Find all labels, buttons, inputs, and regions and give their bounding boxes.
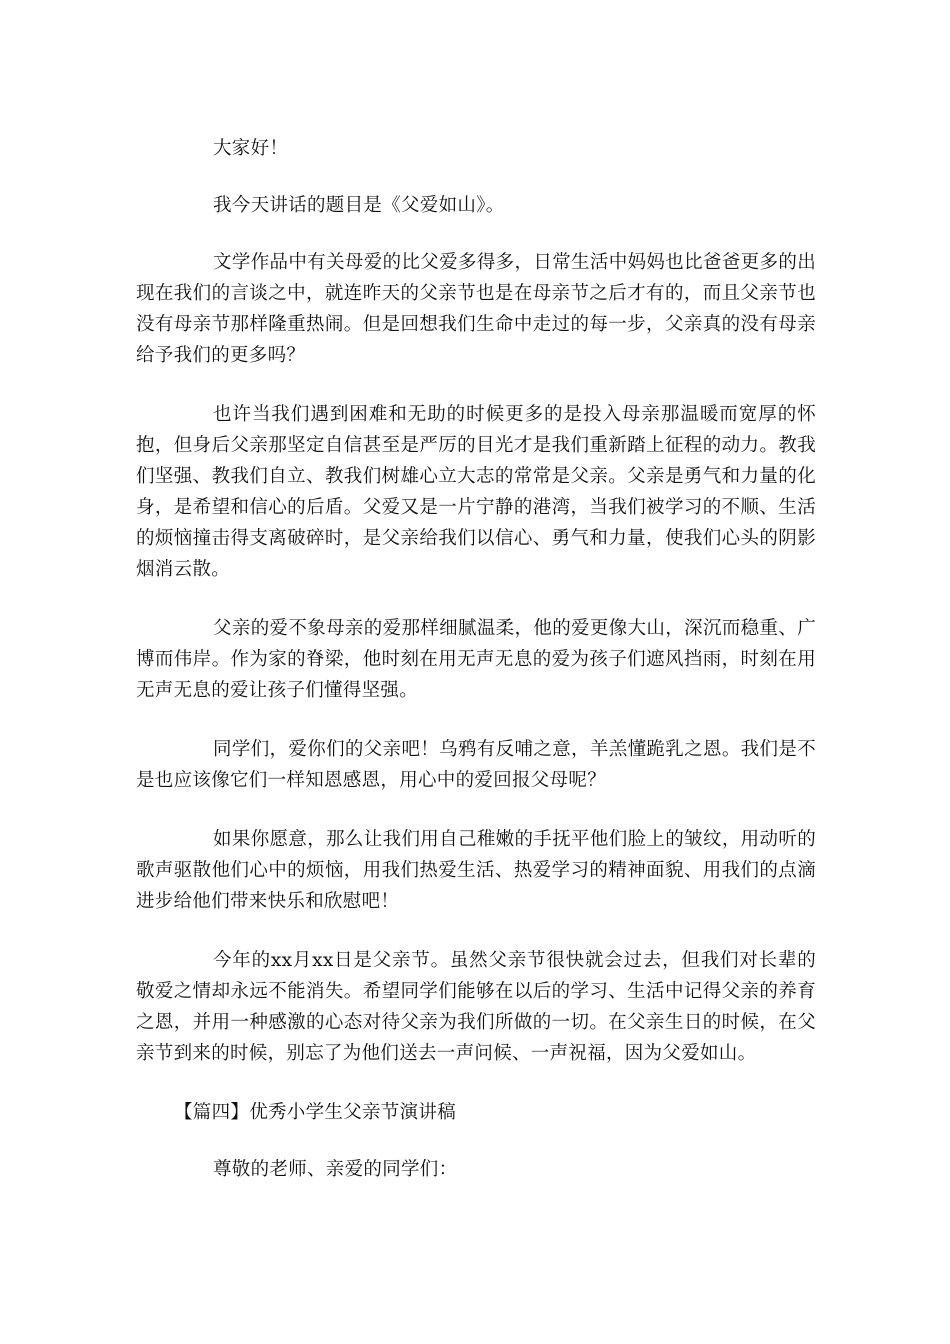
document-body xyxy=(136,133,816,1211)
topic-paragraph: 我今天讲话的题目是《父爱如山》。 xyxy=(213,195,505,216)
greeting-paragraph: 大家好！ xyxy=(213,138,289,159)
section-heading: 【篇四】优秀小学生父亲节演讲稿 xyxy=(174,1102,457,1123)
body-paragraph-1: 文学作品中有关母爱的比父爱多得多，日常生活中妈妈也比爸爸更多的出现在我们的言谈之中，就连昨天的父亲节也是在母亲节之后才有的，而且父亲节也没有母亲节那样隆重热闹。但是回想我们生命中走过的每一步，父亲真的没有母亲给予我们的更多吗？ xyxy=(136,252,816,366)
body-paragraph-3: 父亲的爱不象母亲的爱那样细腻温柔，他的爱更像大山，深沉而稳重、广博而伟岸。作为家的脊梁，他时刻在用无声无息的爱为孩子们遮风挡雨，时刻在用无声无息的爱让孩子们懂得坚强。 xyxy=(136,618,816,701)
salutation-paragraph: 尊敬的老师、亲爱的同学们： xyxy=(213,1159,458,1180)
body-paragraph-5: 如果你愿意，那么让我们用自己稚嫩的手抚平他们脸上的皱纹，用动听的歌声驱散他们心中的烦恼，用我们热爱生活、热爱学习的精神面貌、用我们的点滴进步给他们带来快乐和欣慰吧！ xyxy=(136,829,816,912)
body-paragraph-2: 也许当我们遇到困难和无助的时候更多的是投入母亲那温暖而宽厚的怀抱，但身后父亲那坚定自信甚至是严厉的目光才是我们重新踏上征程的动力。教我们坚强、教我们自立、教我们树雄心立大志的常常是父亲。父亲是勇气和力量的化身，是希望和信心的后盾。父爱又是一片宁静的港湾，当我们被学习的不顺、生活的烦恼撞击得支离破碎时，是父亲给我们以信心、勇气和力量，使我们心头的阴影烟消云散。 xyxy=(136,404,816,580)
body-paragraph-4: 同学们，爱你们的父亲吧！乌鸦有反哺之意，羊羔懂跪乳之恩。我们是不是也应该像它们一样知恩感恩，用心中的爱回报父母呢？ xyxy=(136,739,816,791)
body-paragraph-6: 今年的xx月xx日是父亲节。虽然父亲节很快就会过去，但我们对长辈的敬爱之情却永远不能消失。希望同学们能够在以后的学习、生活中记得父亲的养育之恩，并用一种感激的心态对待父亲为我们所做的一切。在父亲生日的时候，在父亲节到来的时候，别忘了为他们送去一声问候、一声祝福，因为父爱如山。 xyxy=(136,950,816,1064)
